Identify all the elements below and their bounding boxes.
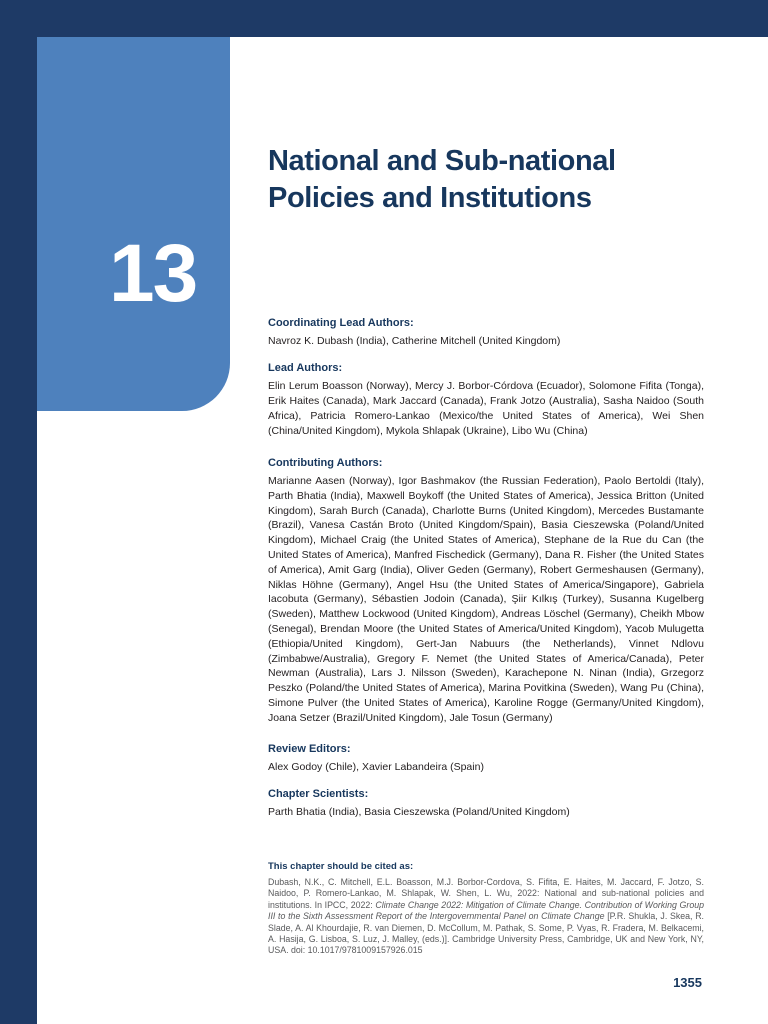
section-contributing-authors — [268, 457, 704, 726]
citation-block — [268, 861, 704, 957]
coordinating-lead-authors-heading: Coordinating Lead Authors: — [268, 317, 414, 329]
citation-book-title: Climate Change 2022: Mitigation of Climate Change. Contribution of Working Group III to the Sixth Assessment Report of the Intergovernmental Panel on Climate Change — [268, 899, 704, 922]
chapter-title-line2: Policies and Institutions — [268, 182, 592, 214]
chapter-scientists-list: Parth Bhatia (India), Basia Cieszewska (Poland/United Kingdom) — [268, 806, 570, 818]
review-editors-heading: Review Editors: — [268, 743, 351, 755]
section-chapter-scientists — [268, 788, 704, 820]
contributing-authors-heading: Contributing Authors: — [268, 457, 383, 469]
contributing-authors-list: Marianne Aasen (Norway), Igor Bashmakov (the Russian Federation), Paolo Bertoldi (Italy), Parth Bhatia (India), Maxwell Boykoff (the United States of America), Jessica Britton (United Kingdom), Sarah Burch (Canada), Charlotte Burns (United Kingdom), Mercedes Bustamante (Brazil), Vanesa Castán Broto (United Kingdom/Spain), Basia Cieszewska (Poland/United Kingdom), Michael Craig (the United States of America), Stephane de la Rue du Can (the United States of America), Manfred Fischedick (Germany), Dana R. Fisher (the United States of America), Amit Garg (India), Oliver Geden (Germany), Robert Germeshausen (Germany), Niklas Höhne (Germany), Angel Hsu (the United States of America/Singapore), Gabriela Iacobuta (Germany), Sébastien Jodoin (Canada), Şiir Kılkış (Turkey), Susanna Kugelberg (Sweden), Matthew Lockwood (United Kingdom), Andreas Löschel (Germany), Cheikh Mbow (Senegal), Brendan Moore (the United States of America/United Kingdom), Yacob Mulugetta (Ethiopia/United Kingdom), Gert-Jan Nabuurs (the Netherlands), Vinnet Ndlovu (Zimbabwe/Australia), Gregory F. Nemet (the United States of America/Canada), Peter Newman (Australia), Lars J. Nilsson (Sweden), Karachepone N. Ninan (India), Grzegorz Peszko (Poland/the United States of America), Marina Povitkina (Sweden), Wang Pu (China), Simone Pulver (the United States of America), Karoline Rogge (Germany/United Kingdom), Joana Setzer (Brazil/United Kingdom), Jale Tosun (Germany) — [268, 475, 704, 724]
section-lead-authors — [268, 362, 704, 439]
page-number: 1355 — [673, 975, 702, 990]
review-editors-list: Alex Godoy (Chile), Xavier Labandeira (Spain) — [268, 761, 484, 773]
left-edge-bar — [0, 0, 37, 1024]
citation-part1: Dubash, N.K., C. Mitchell, E.L. Boasson, M.J. Borbor-Cordova, S. Fifita, E. Haites, M. Jaccard, F. Jotzo, S. Naidoo, P. Romero-Lankao, M. Shlapak, W. Shen, L. Wu, 2022: National and sub-national policies and institutions. In IPCC, 2022: — [268, 877, 704, 910]
lead-authors-heading: Lead Authors: — [268, 362, 343, 374]
citation-heading: This chapter should be cited as: — [268, 861, 414, 872]
lead-authors-list: Elin Lerum Boasson (Norway), Mercy J. Borbor-Córdova (Ecuador), Solomone Fifita (Tonga), Erik Haites (Canada), Mark Jaccard (Canada), Frank Jotzo (Australia), Sasha Naidoo (South Africa), Patricia Romero-Lankao (Mexico/the United States of America), Wei Shen (China/United Kingdom), Mykola Shlapak (Ukraine), Libo Wu (China) — [268, 380, 704, 437]
chapter-title-line1: National and Sub-national — [268, 145, 616, 177]
section-coordinating-lead-authors — [268, 317, 704, 349]
chapter-number-panel — [37, 37, 230, 411]
citation-text — [268, 877, 704, 957]
section-review-editors — [268, 743, 704, 775]
chapter-scientists-heading: Chapter Scientists: — [268, 788, 369, 800]
top-banner-bar — [0, 0, 768, 37]
citation-part3: [P.R. Shukla, J. Skea, R. Slade, A. Al Khourdajie, R. van Diemen, D. McCollum, M. Pathak, S. Some, P. Vyas, R. Fradera, M. Belkacemi, A. Hasija, G. Lisboa, S. Luz, J. Malley, (eds.)]. Cambridge University Press, Cambridge, UK and New York, NY, USA. doi: 10.1017/9781009157926.015 — [268, 911, 704, 956]
coordinating-lead-authors-list: Navroz K. Dubash (India), Catherine Mitchell (United Kingdom) — [268, 335, 561, 347]
chapter-title — [268, 143, 704, 217]
chapter-number: 13 — [109, 228, 197, 319]
